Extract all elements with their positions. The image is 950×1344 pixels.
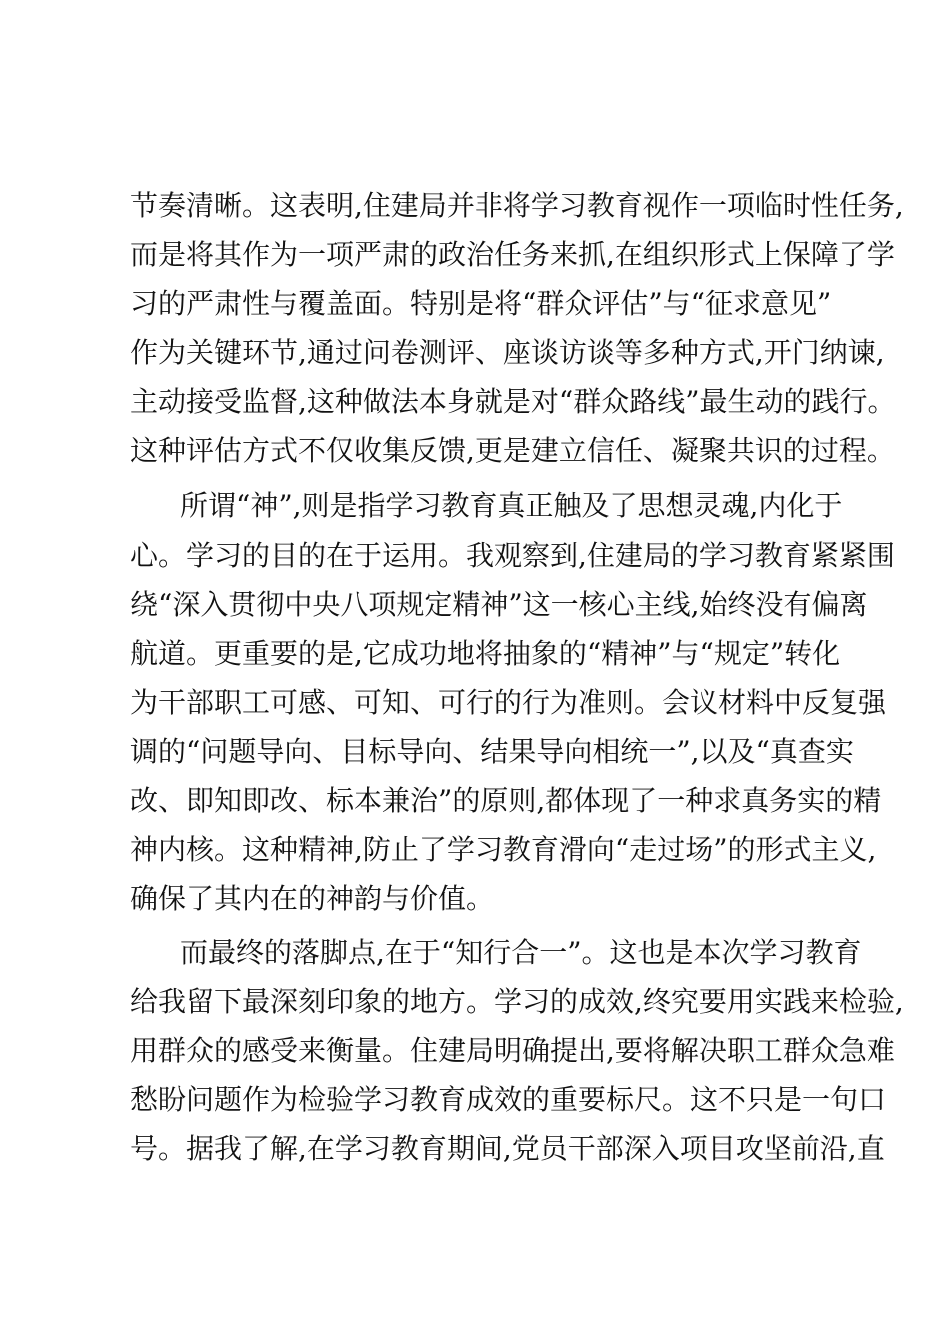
text-line: 航道。更重要的是,它成功地将抽象的“精神”与“规定”转化 <box>130 637 841 670</box>
text-line: 给我留下最深刻印象的地方。学习的成效,终究要用实践来检验, <box>130 985 904 1018</box>
text-line: 愁盼问题作为检验学习教育成效的重要标尺。这不只是一句口 <box>130 1083 887 1116</box>
text-line: 所谓“神”,则是指学习教育真正触及了思想灵魂,内化于 <box>180 489 843 522</box>
text-line: 节奏清晰。这表明,住建局并非将学习教育视作一项临时性任务, <box>130 189 904 222</box>
text-line: 用群众的感受来衡量。住建局明确提出,要将解决职工群众急难 <box>130 1034 895 1067</box>
text-line: 号。据我了解,在学习教育期间,党员干部深入项目攻坚前沿,直 <box>130 1132 885 1165</box>
text-line: 作为关键环节,通过问卷测评、座谈访谈等多种方式,开门纳谏, <box>130 336 885 369</box>
text-line: 主动接受监督,这种做法本身就是对“群众路线”最生动的践行。 <box>130 385 896 418</box>
text-line: 神内核。这种精神,防止了学习教育滑向“走过场”的形式主义, <box>130 833 877 866</box>
text-line: 习的严肃性与覆盖面。特别是将“群众评估”与“征求意见” <box>130 287 832 320</box>
text-line: 而最终的落脚点,在于“知行合一”。这也是本次学习教育 <box>180 936 862 969</box>
text-line: 调的“问题导向、目标导向、结果导向相统一”,以及“真查实 <box>130 735 854 768</box>
text-line: 绕“深入贯彻中央八项规定精神”这一核心主线,始终没有偏离 <box>130 588 868 621</box>
text-line: 确保了其内在的神韵与价值。 <box>130 882 495 915</box>
text-line: 改、即知即改、标本兼治”的原则,都体现了一种求真务实的精 <box>130 784 882 817</box>
text-line: 而是将其作为一项严肃的政治任务来抓,在组织形式上保障了学 <box>130 238 895 271</box>
text-line: 心。学习的目的在于运用。我观察到,住建局的学习教育紧紧围 <box>130 539 895 572</box>
text-line: 为干部职工可感、可知、可行的行为准则。会议材料中反复强 <box>130 686 887 719</box>
text-line: 这种评估方式不仅收集反馈,更是建立信任、凝聚共识的过程。 <box>130 434 895 467</box>
